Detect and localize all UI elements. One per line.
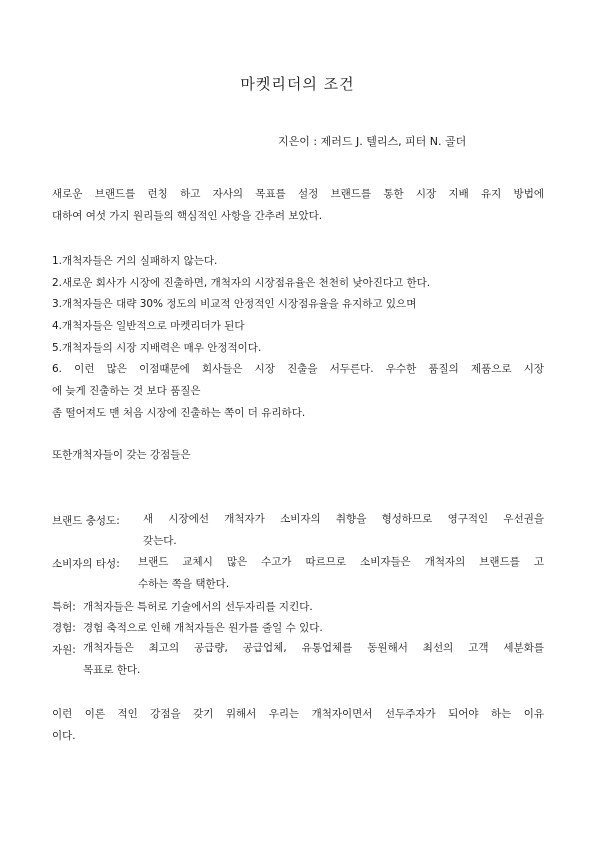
strength-desc-line: 브랜드 교체시 많은 수고가 따르므로 소비자들은 개척자의 브랜드를 고 — [138, 556, 544, 568]
strength-desc-line: 개척자들은 최고의 공급량, 공급업체, 유통업체를 동원해서 최선의 고객 세분화를 — [83, 642, 544, 654]
principle-5: 5.개척자들의 시장 지배력은 매우 안정적이다. — [52, 342, 262, 354]
strength-desc-line: 갖는다. — [143, 535, 177, 547]
strength-term-consumer-inertia: 소비자의 타성: — [52, 558, 120, 570]
strength-desc-line: 새 시장에선 개척자가 소비자의 취향을 형성하므로 영구적인 우선권을 — [143, 513, 544, 525]
intro-line-2: 대하여 여섯 가지 원리들의 핵심적인 사항을 간추려 보았다. — [52, 210, 323, 222]
strength-desc-line: 수하는 쪽을 택한다. — [138, 578, 230, 590]
principle-1: 1.개척자들은 거의 실패하지 않는다. — [52, 255, 218, 267]
principle-6-line-3: 좀 떨어져도 맨 처음 시장에 진출하는 쪽이 더 유리하다. — [52, 407, 306, 419]
principle-2: 2.새로운 회사가 시장에 진출하면, 개척자의 시장점유율은 천천히 낮아진다고 한다. — [52, 277, 431, 289]
strength-desc-experience: 경험 축적으로 인해 개척자들은 원가를 줄일 수 있다. — [83, 622, 323, 634]
strengths-intro: 또한개척자들이 갖는 강점들은 — [52, 449, 191, 461]
strength-term-brand-loyalty: 브랜드 충성도: — [52, 515, 120, 527]
author-line: 지은이 : 제러드 J. 텔리스, 피터 N. 골더 — [278, 135, 467, 148]
conclusion-line-1: 이런 이론 적인 강점을 갖기 위해서 우리는 개척자이면서 선두주자가 되어야 하는 이유 — [52, 708, 544, 720]
document-title: 마켓리더의 조건 — [240, 75, 355, 93]
conclusion-line-2: 이다. — [52, 730, 76, 742]
principle-3: 3.개척자들은 대략 30% 정도의 비교적 안정적인 시장점유율을 유지하고 있으며 — [52, 298, 417, 310]
principle-6-line-2: 에 늦게 진출하는 것 보다 품질은 — [52, 385, 201, 397]
strength-desc-resources — [83, 637, 544, 681]
strength-term-experience: 경험: — [52, 622, 76, 634]
principle-6-line-1: 6. 이런 많은 이점때문에 회사들은 시장 진출을 서두른다. 우수한 품질의 제품으로 시장 — [52, 363, 544, 375]
principle-4: 4.개척자들은 일반적으로 마켓리더가 된다 — [52, 320, 245, 332]
strength-desc-consumer-inertia — [138, 551, 544, 595]
strength-term-resources: 자원: — [52, 644, 76, 656]
strength-desc-brand-loyalty — [143, 508, 544, 552]
strength-desc-line: 목표로 한다. — [83, 664, 141, 676]
strength-term-patent: 특허: — [52, 601, 76, 613]
intro-line-1: 새로운 브랜드를 런칭 하고 자사의 목표를 설정 브랜드를 통한 시장 지배 유지 방법에 — [52, 188, 544, 200]
strength-desc-patent: 개척자들은 특허로 기술에서의 선두자리를 지킨다. — [83, 601, 313, 613]
